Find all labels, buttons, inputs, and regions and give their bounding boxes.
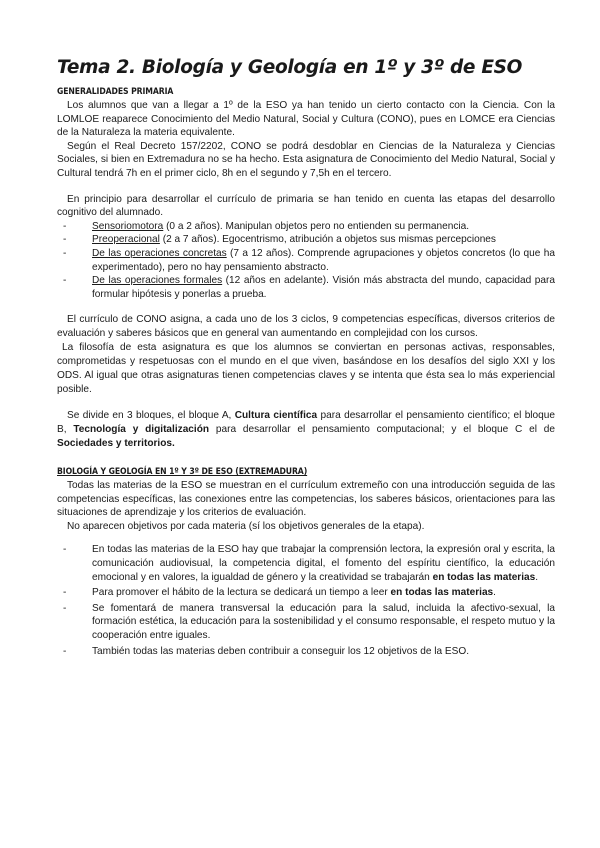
list-item (57, 220, 555, 234)
block-a-name: Cultura científica (234, 410, 318, 422)
list-item (57, 274, 555, 301)
list-item (57, 233, 555, 247)
section-heading-primaria: GENERALIDADES PRIMARIA (57, 87, 174, 97)
item-text: Se fomentará de manera transversal la educación para la salud, incluida la afectivo-sexual, la formación estética, la educación para la sostenibilidad y el consumo responsable, el respeto mutuo y la cooperación entre iguales. (92, 602, 555, 642)
list-item (57, 602, 555, 643)
document-page (57, 56, 555, 660)
block-b-name: Tecnología y digitalización (73, 423, 210, 435)
stage-term: De las operaciones formales (92, 275, 223, 287)
paragraph: No aparecen objetivos por cada materia (sí los objetivos generales de la etapa). (67, 520, 425, 532)
item-bold: en todas las materias (432, 571, 536, 583)
item-tail: . (535, 571, 539, 583)
stage-term: De las operaciones concretas (92, 247, 227, 259)
text-run: para desarrollar el pensamiento computacional; y el bloque C el de (209, 423, 556, 435)
list-item (57, 247, 555, 274)
paragraph: Los alumnos que van a llegar a 1º de la ESO ya han tenido un cierto contacto con la Ciencia. Con la LOMLOE reaparece Conocimiento del Medio Natural, Social y Cultura (CONO), pues en LOMCE era Ciencias de la Naturaleza la materia equivalente. (57, 100, 555, 139)
item-text: Para promover el hábito de la lectura se dedicará un tiempo a leer (92, 587, 391, 599)
paragraph: La filosofía de esta asignatura es que los alumnos se conviertan en personas activas, responsables, comprometidas y respetuosas con el mundo en el que viven, basándose en los desafíos del siglo XXI y los ODS. Al igual que otras asignaturas tienen competencias claves y se intenta que ésta sea lo más experiencial posible. (57, 341, 555, 396)
list-item (57, 586, 555, 600)
item-bold: en todas las materias (390, 587, 494, 599)
eso-list (57, 543, 555, 658)
item-text: En todas las materias de la ESO hay que trabajar la comprensión lectora, la expresión oral y escrita, la comunicación audiovisual, la competencia digital, el fomento del espíritu científico, la educación emocional y en valores, la igualdad de género y la creatividad se trabajarán (92, 544, 555, 583)
section-heading-eso: BIOLOGÍA Y GEOLOGÍA EN 1º Y 3º DE ESO (EXTREMADURA) (57, 467, 308, 478)
list-item (57, 543, 555, 584)
block-c-name: Sociedades y territorios. (57, 437, 175, 449)
paragraph: En principio para desarrollar el currículo de primaria se han tenido en cuenta las etapas del desarrollo cognitivo del alumnado. (57, 193, 555, 219)
list-item (57, 645, 555, 659)
page-title: Tema 2. Biología y Geología en 1º y 3º de ESO (57, 57, 523, 78)
item-text: También todas las materias deben contribuir a conseguir los 12 objetivos de la ESO. (92, 645, 470, 657)
stage-description: (2 a 7 años). Egocentrismo, atribución a objetos sus mismas percepciones (159, 234, 496, 246)
stage-term: Sensoriomotora (92, 220, 164, 232)
item-tail: . (493, 587, 496, 599)
paragraph: Según el Real Decreto 157/2202, CONO se podrá desdoblar en Ciencias de la Naturaleza y Ciencias Sociales, si bien en Extremadura no se ha hecho. Esta asignatura de Conocimiento del Medio Natural, Social y Cultural tendrá 7h en el primer ciclo, 8h en el segundo y 7,5h en el tercero. (57, 140, 555, 179)
text-run: para desarrollar el pensamiento científico; el bloque B, (57, 410, 556, 435)
paragraph: El currículo de CONO asigna, a cada uno de los 3 ciclos, 9 competencias específicas, diversos criterios de evaluación y saberes básicos que en general van aumentando en complejidad con los cursos. (57, 314, 555, 339)
paragraph-blocks (57, 409, 555, 450)
stage-description: (12 años en adelante). Visión más abstracta del mundo, capacidad para formular hipótesis y ponerlas a prueba. (92, 275, 555, 300)
stage-description: (0 a 2 años). Manipulan objetos pero no entienden su permanencia. (163, 220, 470, 232)
stage-description: (7 a 12 años). Comprende agrupaciones y objetos concretos (lo que ha experimentado), pero no hay pensamiento abstracto. (92, 247, 555, 273)
text-run: Se divide en 3 bloques, el bloque A, (67, 410, 235, 422)
stages-list (57, 220, 555, 302)
paragraph: Todas las materias de la ESO se muestran en el currículum extremeño con una introducción seguida de las competencias específicas, las conexiones entre las competencias, los saberes básicos, orientaciones para las situaciones de aprendizaje y los criterios de evaluación. (57, 480, 555, 519)
stage-term: Preoperacional (92, 234, 160, 246)
